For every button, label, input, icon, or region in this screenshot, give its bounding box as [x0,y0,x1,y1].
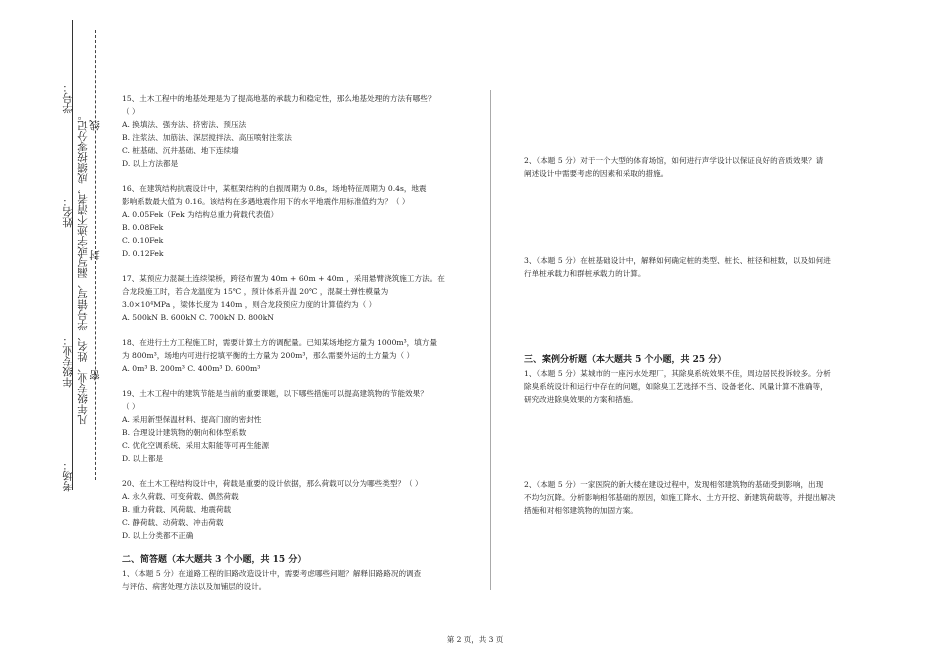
column-divider [490,90,491,590]
right-column-section-3 [524,354,864,406]
s3-question-2 [524,478,864,517]
q16-stem-2: 影响系数最大值为 0.16。该结构在多遇地震作用下的水平地震作用标准值约为？（ ） [122,197,410,206]
exam-site-label: 考场： [62,460,74,492]
q19-paren: （ ） [122,402,140,411]
q19-option-b: B. 合理设计建筑物的朝向和体型系数 [122,428,247,437]
section-3 [524,354,864,406]
q19-stem: 19、土木工程中的建筑节能是当前的重要课题，以下哪些措施可以提高建筑物的节能效果？ [122,389,428,398]
q20-stem: 20、在土木工程结构设计中，荷载是重要的设计依据，那么荷载可以分为哪些类型？（ ） [122,479,423,488]
question-18 [122,336,480,375]
s2-q2-line-1: 2、（本题 5 分）对于一个大型的体育场馆，如何进行声学设计以保证良好的音质效果？请 [524,156,824,165]
q15-option-a: A. 换填法、强夯法、挤密法、预压法 [122,120,247,129]
right-column-s3q2 [524,478,864,517]
q15-option-c: C. 桩基础、沉井基础、地下连续墙 [122,146,239,155]
s3-q2-line-3: 措施和对相邻建筑物的加固方案。 [524,506,638,515]
q18-stem-2: 为 800m³，场地内可进行挖填平衡的土方量为 200m³，那么需要外运的土方量为（ ） [122,351,415,360]
s2-question-3 [524,254,864,280]
q17-stem-3: 3.0×10⁴MPa ，梁体长度为 140m ，则合龙段预应力度的计算值约为（ ） [122,300,377,309]
seal-mi: 密 [89,370,101,381]
s2-q3-line-2: 行单桩承载力和群桩承载力的计算。 [524,269,646,278]
q20-option-b: B. 重力荷载、风荷载、地震荷载 [122,505,232,514]
q15-option-d: D. 以上方法都是 [122,159,179,168]
question-19 [122,387,480,465]
q16-option-c: C. 0.10Fek [122,236,164,245]
binding-warning: 凡年级专业、姓名、学号错写、漏写或字迹不清者，成绩按零分记。 [77,110,89,425]
grade-major-label: 年级专业： [62,335,74,388]
right-column [524,154,864,180]
q17-options: A. 500kN B. 600kN C. 700kN D. 800kN [122,313,274,322]
q15-stem: 15、土木工程中的地基处理是为了提高地基的承载力和稳定性，那么地基处理的方法有哪些？ [122,94,436,103]
q18-stem-1: 18、在进行土方工程施工时，需要计算土方的调配量。已知某场地挖方量为 1000m³，填方量 [122,338,438,347]
q17-stem-1: 17、某预应力混凝土连续梁桥，跨径布置为 40m + 60m + 40m ，采用悬臂浇筑施工方法。在 [122,274,445,283]
s2-question-2 [524,154,864,180]
q16-option-a: A. 0.05Fek（Fek 为结构总重力荷载代表值） [122,210,279,219]
question-16 [122,182,480,260]
s3-q2-line-2: 不均匀沉降。分析影响相邻基础的原因，如施工降水、土方开挖、新建筑荷载等，并提出解决 [524,493,836,502]
q19-option-d: D. 以上都是 [122,454,164,463]
q16-option-d: D. 0.12Fek [122,249,164,258]
q19-option-a: A. 采用新型保温材料、提高门窗的密封性 [122,415,262,424]
question-17 [122,272,480,324]
q18-options: A. 0m³ B. 200m³ C. 400m³ D. 600m³ [122,364,261,373]
s3-q1-line-3: 研究改进除臭效果的方案和措施。 [524,395,638,404]
section-2-title: 二、简答题（本大题共 3 个小题，共 15 分） [122,555,307,565]
left-column [122,92,480,593]
section-3-title: 三、案例分析题（本大题共 5 个小题，共 25 分） [524,355,727,365]
q15-paren: （ ） [122,107,140,116]
q20-option-d: D. 以上分类都不正确 [122,531,194,540]
right-column-q3 [524,254,864,280]
question-15 [122,92,480,170]
binding-margin [0,0,110,672]
s2-q1-line-1: 1、（本题 5 分）在道路工程的旧路改造设计中，需要考虑哪些问题？解释旧路路况的调查 [122,569,422,578]
seal-xian: 线 [89,120,101,131]
q20-option-a: A. 永久荷载、可变荷载、偶然荷载 [122,492,239,501]
q16-stem-1: 16、在建筑结构抗震设计中，某框架结构的自振周期为 0.8s，场地特征周期为 0.4s，地震 [122,184,427,193]
name-label: 姓名： [62,196,74,228]
student-no-label: 学号： [62,82,74,114]
s3-q1-line-2: 除臭系统设计和运行中存在的问题，如除臭工艺选择不当、设备老化、风量计算不准确等， [524,382,828,391]
q19-option-c: C. 优化空调系统、采用太阳能等可再生能源 [122,441,270,450]
section-2 [122,554,480,593]
page-footer: 第 2 页，共 3 页 [446,635,504,644]
q20-option-c: C. 静荷载、动荷载、冲击荷载 [122,518,224,527]
s2-q1-line-2: 与评估、病害处理方法以及加铺层的设计。 [122,582,267,591]
q15-option-b: B. 注浆法、加筋法、深层搅拌法、高压喷射注浆法 [122,133,292,142]
seal-feng: 封 [89,250,101,261]
s2-q2-line-2: 阐述设计中需要考虑的因素和采取的措施。 [524,169,669,178]
s3-q1-line-1: 1、（本题 5 分）某城市的一座污水处理厂，其除臭系统效果不佳，周边居民投诉较多。分析 [524,369,831,378]
s3-q2-line-1: 2、（本题 5 分）一家医院的新大楼在建设过程中，发现相邻建筑物的基础受到影响，出现 [524,480,824,489]
q17-stem-2: 合龙段施工时，若合龙温度为 15℃ ，预计体系升温 20℃ ，混凝土弹性模量为 [122,287,389,296]
q16-option-b: B. 0.08Fek [122,223,164,232]
question-20 [122,477,480,542]
s2-q3-line-1: 3、（本题 5 分）在桩基础设计中，解释如何确定桩的类型、桩长、桩径和桩数，以及如何进 [524,256,831,265]
